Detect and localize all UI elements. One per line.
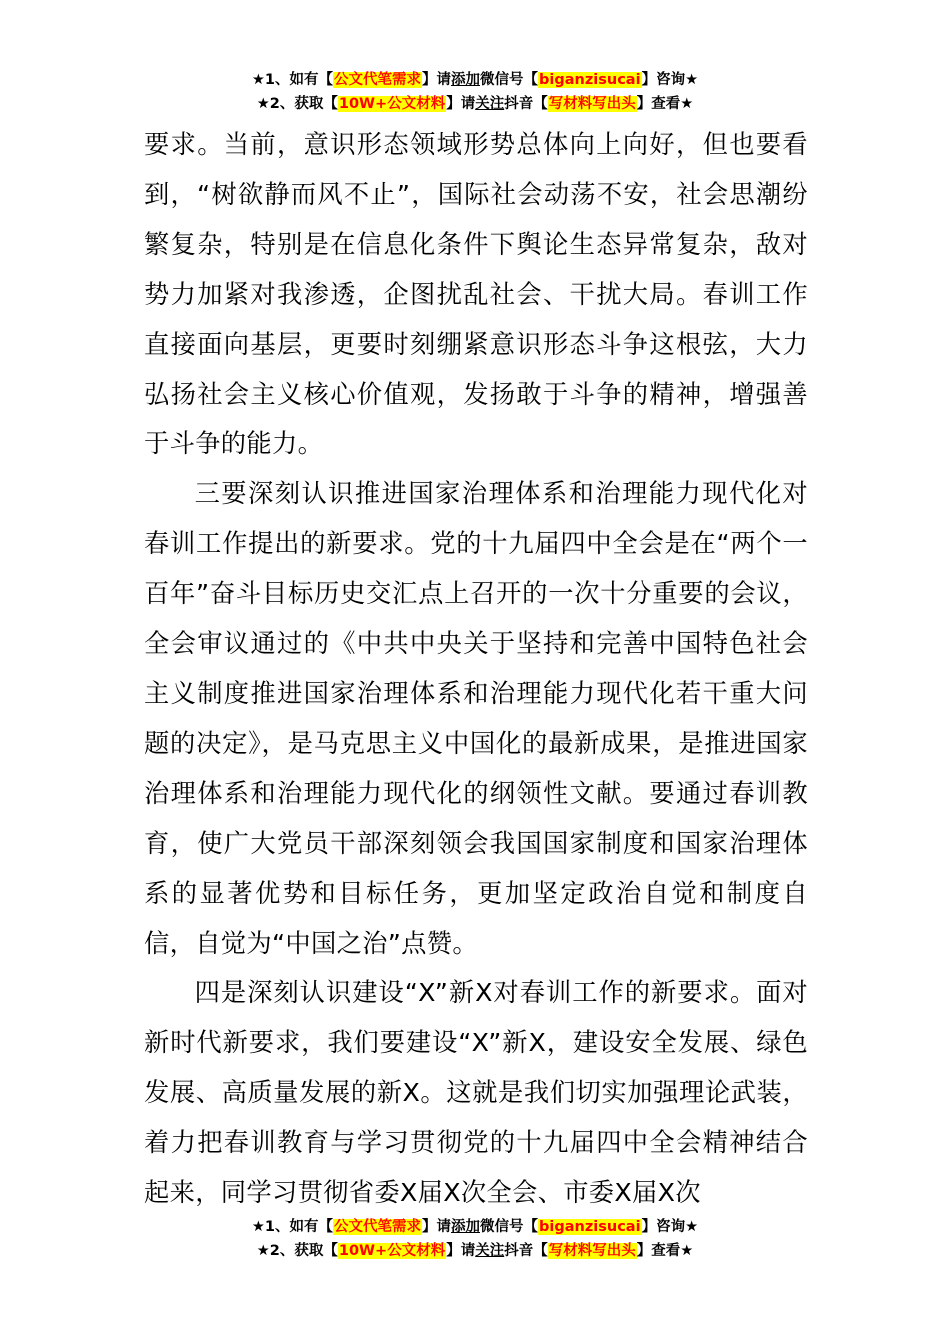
header-banner [0,68,950,116]
highlight-service: 公文代笔需求 [334,72,422,88]
banner-line-1: ★1、如有【公文代笔需求】请添加微信号【biganzisucai】咨询★ [251,72,699,88]
paragraph-point-four: 四是深刻认识建设“X”新X对春训工作的新要求。面对新时代新要求，我们要建设“X”新X，建设安全发展、绿色发展、高质量发展的新X。这就是我们切实加强理论武装，着力把春训教育与学习贯彻党的十九届四中全会精神结合起来，同学习贯彻省委X届X次全会、市委X届X次 [144,978,808,1208]
highlight-douyin-account: 写材料写出头 [548,96,636,112]
footer-banner [0,1215,950,1263]
footer-highlight-service: 公文代笔需求 [334,1219,422,1235]
footer-banner-line-2: ★2、获取【10W+公文材料】请关注抖音【写材料写出头】查看★ [256,1243,694,1259]
paragraph-point-three: 三要深刻认识推进国家治理体系和治理能力现代化对春训工作提出的新要求。党的十九届四中全会是在“两个一百年”奋斗目标历史交汇点上召开的一次十分重要的会议，全会审议通过的《中共中央关于坚持和完善中国特色社会主义制度推进国家治理体系和治理能力现代化若干重大问题的决定》，是马克思主义中国化的最新成果，是推进国家治理体系和治理能力现代化的纲领性文献。要通过春训教育，使广大党员干部深刻领会我国国家制度和国家治理体系的显著优势和目标任务，更加坚定政治自觉和制度自信，自觉为“中国之治”点赞。 [144,479,809,958]
paragraph-continuation: 要求。当前，意识形态领域形势总体向上向好，但也要看到，“树欲静而风不止”，国际社会动荡不安，社会思潮纷繁复杂，特别是在信息化条件下舆论生态异常复杂，敌对势力加紧对我渗透，企图扰乱社会、干扰大局。春训工作直接面向基层，更要时刻绷紧意识形态斗争这根弦，大力弘扬社会主义核心价值观，发扬敢于斗争的精神，增强善于斗争的能力。 [144,130,808,459]
footer-banner-line-1: ★1、如有【公文代笔需求】请添加微信号【biganzisucai】咨询★ [251,1219,699,1235]
banner-line-2: ★2、获取【10W+公文材料】请关注抖音【写材料写出头】查看★ [256,96,694,112]
highlight-materials: 10W+公文材料 [338,96,446,112]
highlight-wechat-id: biganzisucai [539,72,641,88]
document-body [144,120,808,1218]
footer-highlight-materials: 10W+公文材料 [338,1243,446,1259]
footer-highlight-wechat-id: biganzisucai [539,1219,641,1235]
footer-highlight-douyin-account: 写材料写出头 [548,1243,636,1259]
